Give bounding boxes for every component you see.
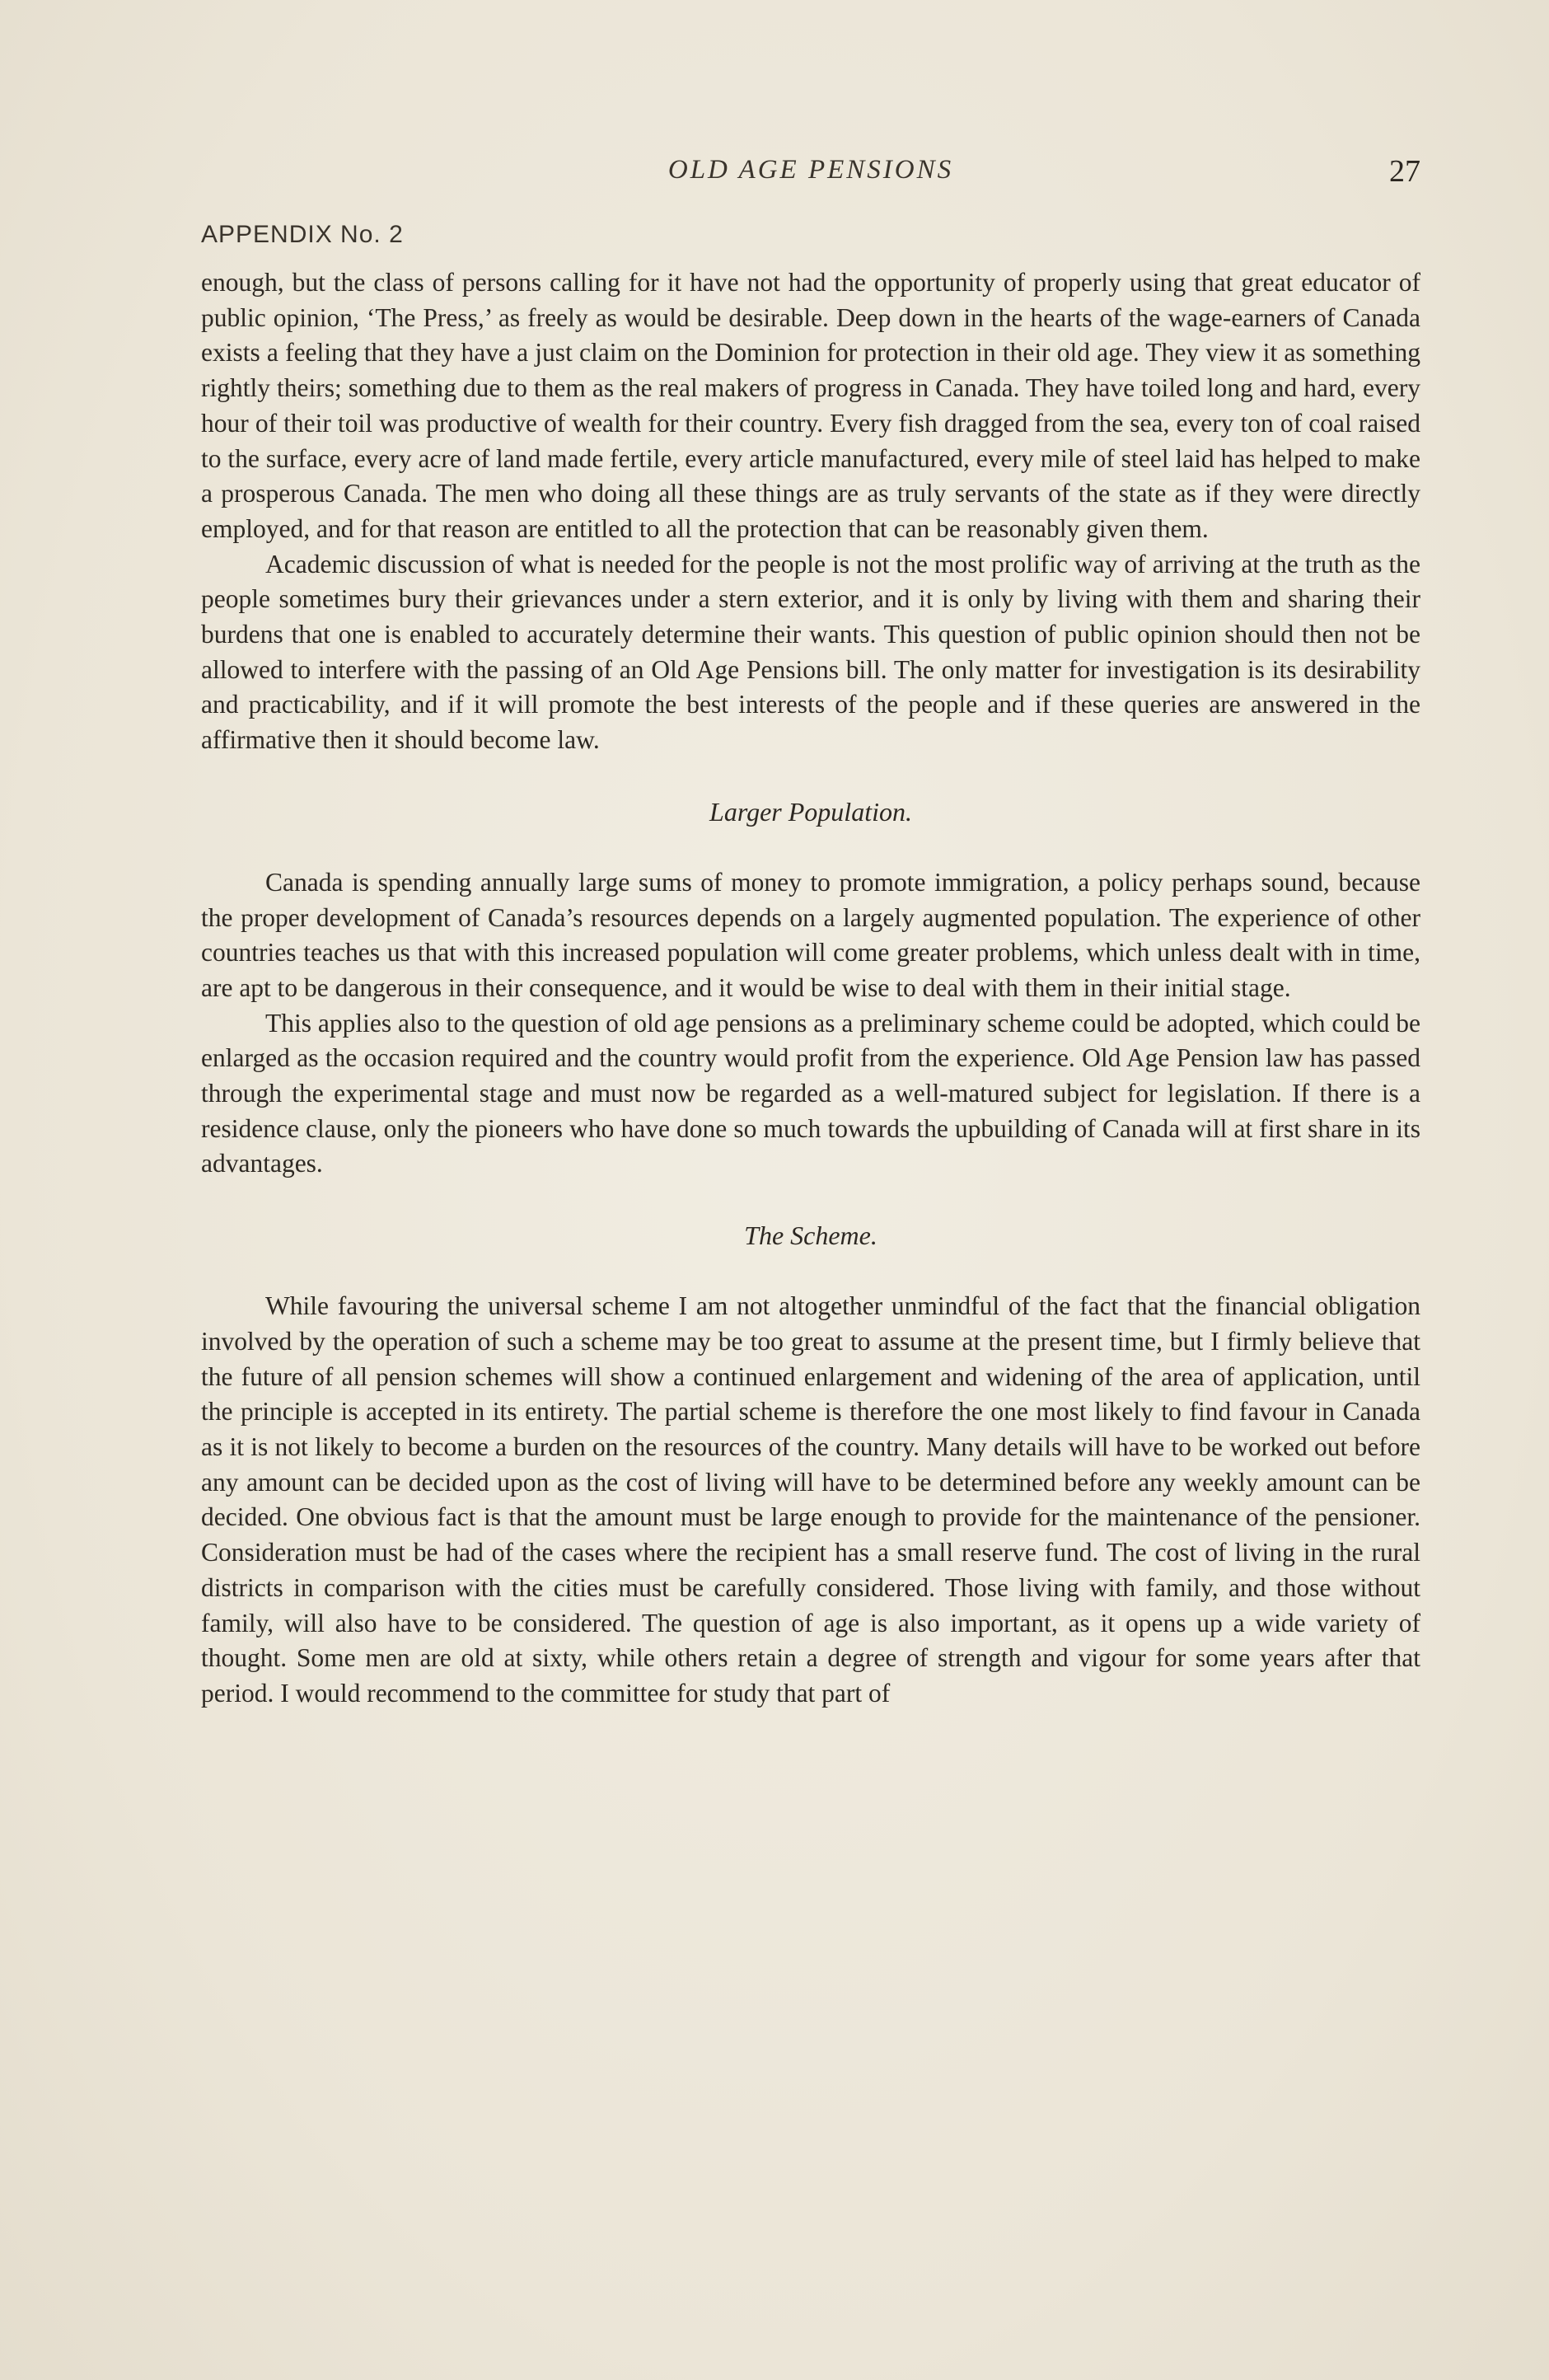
- running-head: [201, 155, 1420, 196]
- paragraph-continuation: enough, but the class of persons calling for it have not had the opportunity of properly using that great educator of public opinion, ‘The Press,’ as freely as would be desirable. Deep down in the hearts of the wage-earners of Canada exists a feeling that they have a just claim on the Dominion for protection in their old age. They view it as something rightly theirs; something due to them as the real makers of progress in Canada. They have toiled long and hard, every hour of their toil was productive of wealth for their country. Every fish dragged from the sea, every ton of coal raised to the surface, every acre of land made fertile, every article manufactured, every mile of steel laid has helped to make a prosperous Canada. The men who doing all these things are as truly servants of the state as if they were directly employed, and for that reason are entitled to all the protection that can be reasonably given them.: [201, 268, 1420, 543]
- body-text: [201, 265, 1420, 1712]
- paragraph-academic-discussion: Academic discussion of what is needed for the people is not the most prolific way of arriving at the truth as the people sometimes bury their grievances under a stern exterior, and it is only by living with them and sharing their burdens that one is enabled to accurately determine their wants. This question of public opinion should then not be allowed to interfere with the passing of an Old Age Pensions bill. The only matter for investigation is its desirability and practicability, and if it will promote the best interests of the people and if these queries are answered in the affirmative then it should become law.: [201, 549, 1420, 755]
- appendix-label: APPENDIX No. 2: [201, 221, 404, 248]
- paragraph-universal-scheme: While favouring the universal scheme I am not altogether unmindful of the fact that the financial obligation involved by the operation of such a scheme may be too great to assume at the present time, but I firmly believe that the future of all pension schemes will show a continued enlargement and widening of the area of application, until the principle is accepted in its entirety. The partial scheme is therefore the one most likely to find favour in Canada as it is not likely to become a burden on the resources of the country. Many details will have to be worked out before any amount can be decided upon as the cost of living will have to be determined before any weekly amount can be decided. One obvious fact is that the amount must be large enough to provide for the maintenance of the pensioner. Consideration must be had of the cases where the recipient has a small reserve fund. The cost of living in the rural districts in comparison with the cities must be carefully considered. Those living with family, and those without family, will also have to be considered. The question of age is also important, as it opens up a wide variety of thought. Some men are old at sixty, while others retain a degree of strength and vigour for some years after that period. I would recommend to the committee for study that part of: [201, 1291, 1420, 1708]
- page-number: 27: [1389, 154, 1420, 189]
- section-heading-the-scheme: The Scheme.: [744, 1220, 877, 1251]
- running-title: OLD AGE PENSIONS: [667, 155, 954, 185]
- paragraph-immigration: Canada is spending annually large sums of money to promote immigration, a policy perhaps sound, because the proper development of Canada’s resources depends on a largely augmented population. The experience of other countries teaches us that with this increased population will come greater problems, which unless dealt with in time, are apt to be dangerous in their consequence, and it would be wise to deal with them in their initial stage.: [201, 867, 1420, 1002]
- section-heading-larger-population: Larger Population.: [709, 796, 912, 827]
- paragraph-preliminary-scheme: This applies also to the question of old age pensions as a preliminary scheme could be adopted, which could be enlarged as the occasion required and the country would profit from the experience. Old Age Pension law has passed through the experimental stage and must now be regarded as a well-matured subject for legislation. If there is a residence clause, only the pioneers who have done so much towards the upbuilding of Canada will at first share in its advantages.: [201, 1008, 1420, 1178]
